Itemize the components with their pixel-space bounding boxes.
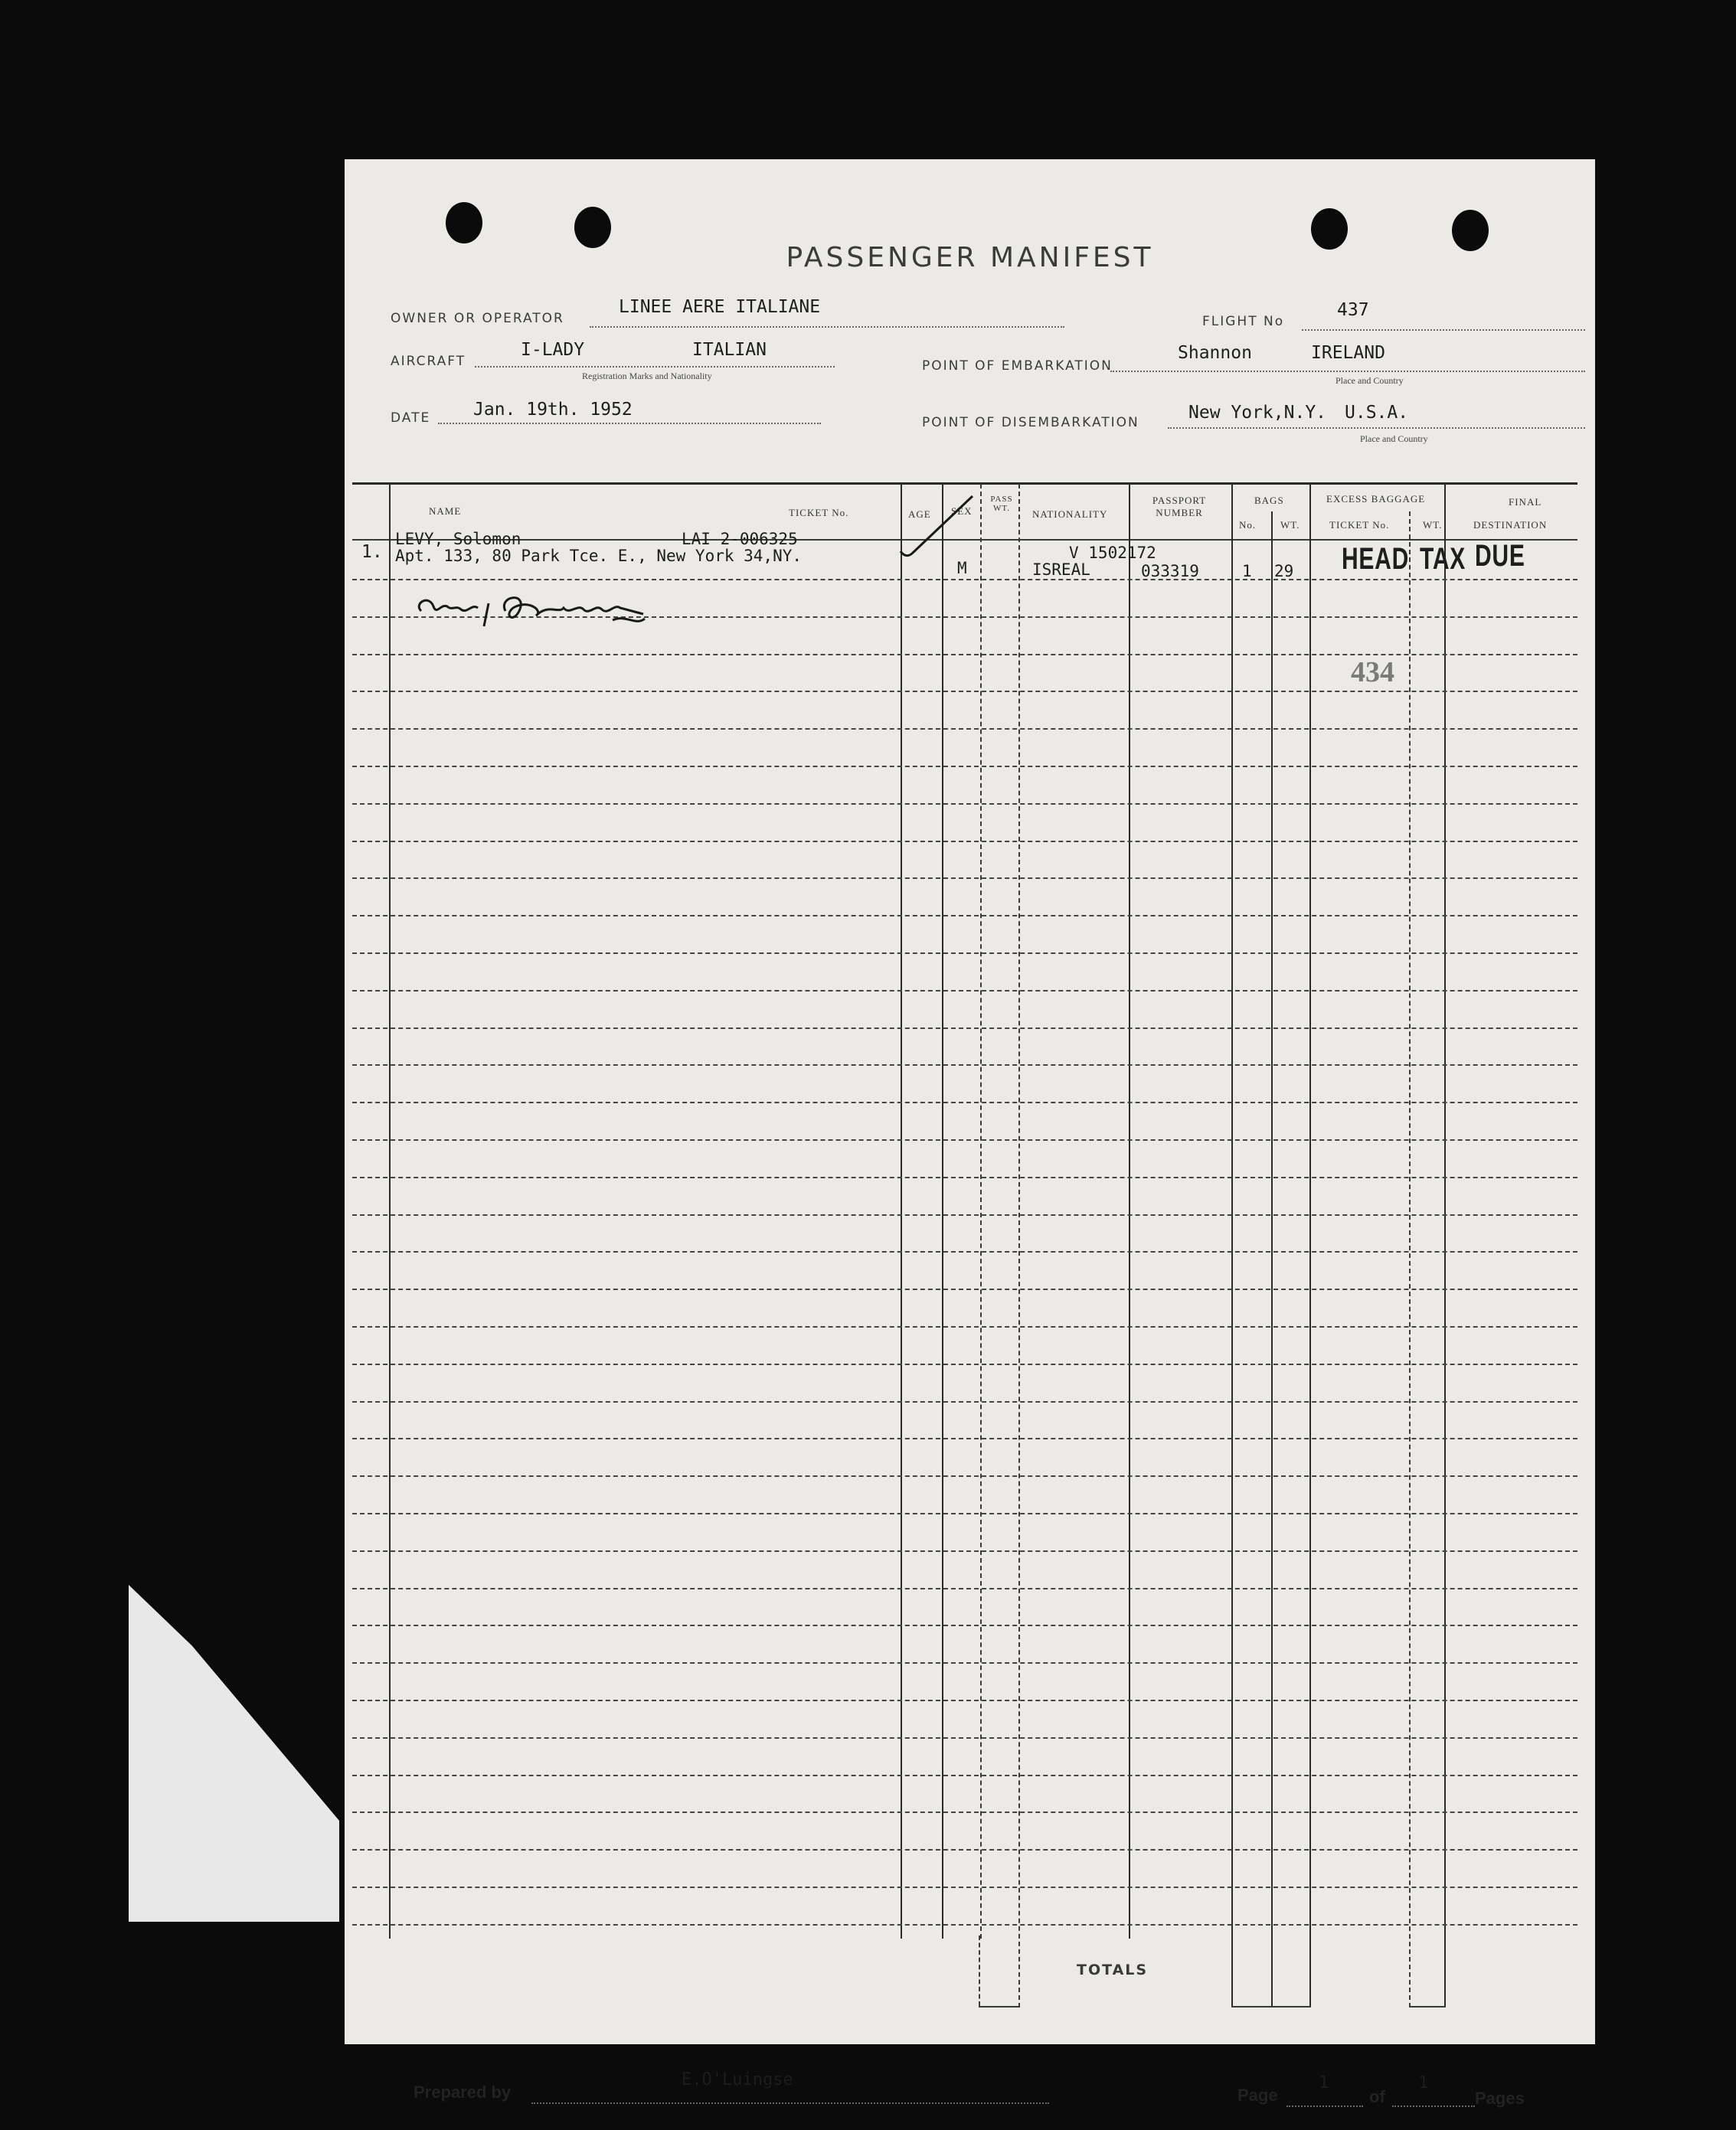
row-line [352, 1139, 1577, 1141]
stamp-tax: TAX [1420, 542, 1466, 576]
prepared-value: E.O'Luingse [682, 2070, 793, 2089]
row-line [352, 952, 1577, 954]
disembarkation-line [1168, 427, 1585, 429]
col-line-passport [1231, 484, 1233, 2007]
row-line [352, 1214, 1577, 1216]
row-line [352, 691, 1577, 692]
table-top-line [352, 482, 1577, 485]
disembarkation-label: POINT OF DISEMBARKATION [922, 415, 1139, 430]
date-label: DATE [391, 410, 431, 426]
col-bags-no: No. [1239, 519, 1257, 531]
row-line [352, 728, 1577, 730]
col-line-age [942, 484, 943, 1939]
row-line [352, 1438, 1577, 1439]
embarkation-line [1110, 371, 1585, 372]
row-line [352, 915, 1577, 916]
stamp-head: HEAD [1342, 542, 1410, 576]
row-line [352, 1924, 1577, 1926]
passenger-ticket: LAI 2-006325 [682, 530, 798, 548]
row-line [352, 1177, 1577, 1178]
passenger-visa: V 1502172 [1069, 544, 1156, 562]
prepared-line [531, 2102, 1049, 2104]
col-line-excess-wt [1444, 484, 1446, 2007]
row-line [352, 1588, 1577, 1589]
handwritten-signature [414, 580, 659, 642]
col-line-ticket-end [901, 484, 902, 1939]
col-bags-wt: WT. [1280, 519, 1300, 531]
col-bags: BAGS [1254, 495, 1284, 506]
stamp-due: DUE [1475, 539, 1525, 573]
col-line-passwt-b [1018, 484, 1020, 2007]
row-line [352, 1737, 1577, 1739]
col-age: AGE [908, 508, 931, 520]
page-label: Page [1237, 2086, 1278, 2105]
embarkation-note: Place and Country [1336, 375, 1404, 386]
passenger-bags-wt: 29 [1274, 562, 1294, 580]
film-tab [129, 1585, 339, 1922]
row-line [352, 1326, 1577, 1328]
col-nationality: NATIONALITY [1032, 508, 1108, 520]
col-line-passwt-a [979, 1936, 980, 2006]
embarkation-place: Shannon [1178, 343, 1252, 363]
row-line [352, 1513, 1577, 1514]
col-ticket: TICKET No. [789, 507, 849, 518]
aircraft-label: AIRCRAFT [391, 354, 466, 369]
row-line [352, 1289, 1577, 1290]
page-line [1286, 2105, 1363, 2107]
row-line [352, 1102, 1577, 1103]
page-value: 1 [1319, 2073, 1329, 2092]
row-number: 1. [361, 542, 383, 562]
stamp-number: 434 [1351, 656, 1394, 688]
check-mark [896, 488, 980, 573]
row-line [352, 1064, 1577, 1066]
row-line [352, 1550, 1577, 1552]
flight-value: 437 [1337, 300, 1369, 320]
col-excess: EXCESS BAGGAGE [1326, 493, 1426, 505]
flight-line [1302, 329, 1585, 331]
row-line [352, 990, 1577, 991]
row-line [352, 1811, 1577, 1813]
aircraft-reg: I-LADY [521, 340, 585, 360]
row-line [352, 1027, 1577, 1029]
owner-line [590, 326, 1064, 328]
col-line-left [389, 484, 391, 1939]
col-line-bags-wt [1309, 484, 1311, 2007]
totals-excess-bottom [1409, 2006, 1446, 2007]
pages-label: Pages [1475, 2089, 1525, 2108]
col-line-bags-no [1271, 511, 1273, 2007]
of-line [1392, 2105, 1475, 2107]
row-line [352, 1401, 1577, 1403]
disembarkation-country: U.S.A. [1345, 403, 1409, 423]
document-title: PASSENGER MANIFEST [786, 242, 1154, 273]
row-line [352, 841, 1577, 842]
owner-value: LINEE AERE ITALIANE [619, 297, 821, 317]
totals-label: TOTALS [1077, 1962, 1149, 1978]
owner-label: OWNER OR OPERATOR [391, 311, 564, 326]
col-final: FINAL [1509, 496, 1542, 508]
passenger-passport: 033319 [1141, 562, 1199, 580]
row-line [352, 1700, 1577, 1701]
row-line [352, 1887, 1577, 1888]
passenger-address: Apt. 133, 80 Park Tce. E., New York 34,NY. [395, 547, 803, 565]
col-excess-ticket: TICKET No. [1329, 519, 1390, 531]
row-line [352, 1475, 1577, 1477]
row-line [352, 1849, 1577, 1851]
aircraft-nationality: ITALIAN [692, 340, 767, 360]
date-value: Jan. 19th. 1952 [473, 400, 633, 420]
col-pass-wt: PASS WT. [990, 495, 1013, 513]
row-line [352, 877, 1577, 879]
of-label: of [1369, 2087, 1385, 2106]
row-line [352, 1364, 1577, 1365]
flight-label: FLIGHT No [1202, 314, 1285, 329]
manifest-sheet [345, 159, 1595, 2108]
aircraft-line [475, 366, 835, 368]
punch-hole-1 [446, 202, 482, 243]
row-line [352, 1625, 1577, 1626]
disembarkation-note: Place and Country [1360, 433, 1428, 444]
totals-passwt-bottom [979, 2006, 1020, 2007]
col-sex: SEX [951, 505, 973, 517]
aircraft-note: Registration Marks and Nationality [582, 371, 712, 381]
disembarkation-place: New York,N.Y. [1188, 403, 1327, 423]
row-line [352, 766, 1577, 767]
col-excess-wt: WT. [1423, 519, 1443, 531]
date-line [438, 423, 821, 424]
row-line [352, 1662, 1577, 1664]
col-name: NAME [429, 505, 462, 517]
of-value: 1 [1418, 2073, 1429, 2092]
passenger-name: LEVY, Solomon [395, 530, 521, 548]
passenger-sex: M [957, 559, 967, 577]
embarkation-label: POINT OF EMBARKATION [922, 358, 1113, 374]
passenger-bags-no: 1 [1242, 562, 1252, 580]
prepared-label: Prepared by [414, 2083, 512, 2102]
row-line [352, 1251, 1577, 1253]
col-line-excess-ticket [1409, 511, 1411, 2007]
row-line [352, 1775, 1577, 1776]
col-line-sex [980, 484, 982, 1939]
col-line-nationality [1129, 484, 1130, 1939]
embarkation-country: IRELAND [1311, 343, 1385, 363]
col-destination: DESTINATION [1473, 519, 1548, 531]
totals-bags-bottom [1231, 2006, 1311, 2007]
row-line [352, 803, 1577, 805]
col-passport: PASSPORT NUMBER [1152, 495, 1207, 518]
passenger-nationality: ISREAL [1032, 560, 1090, 579]
